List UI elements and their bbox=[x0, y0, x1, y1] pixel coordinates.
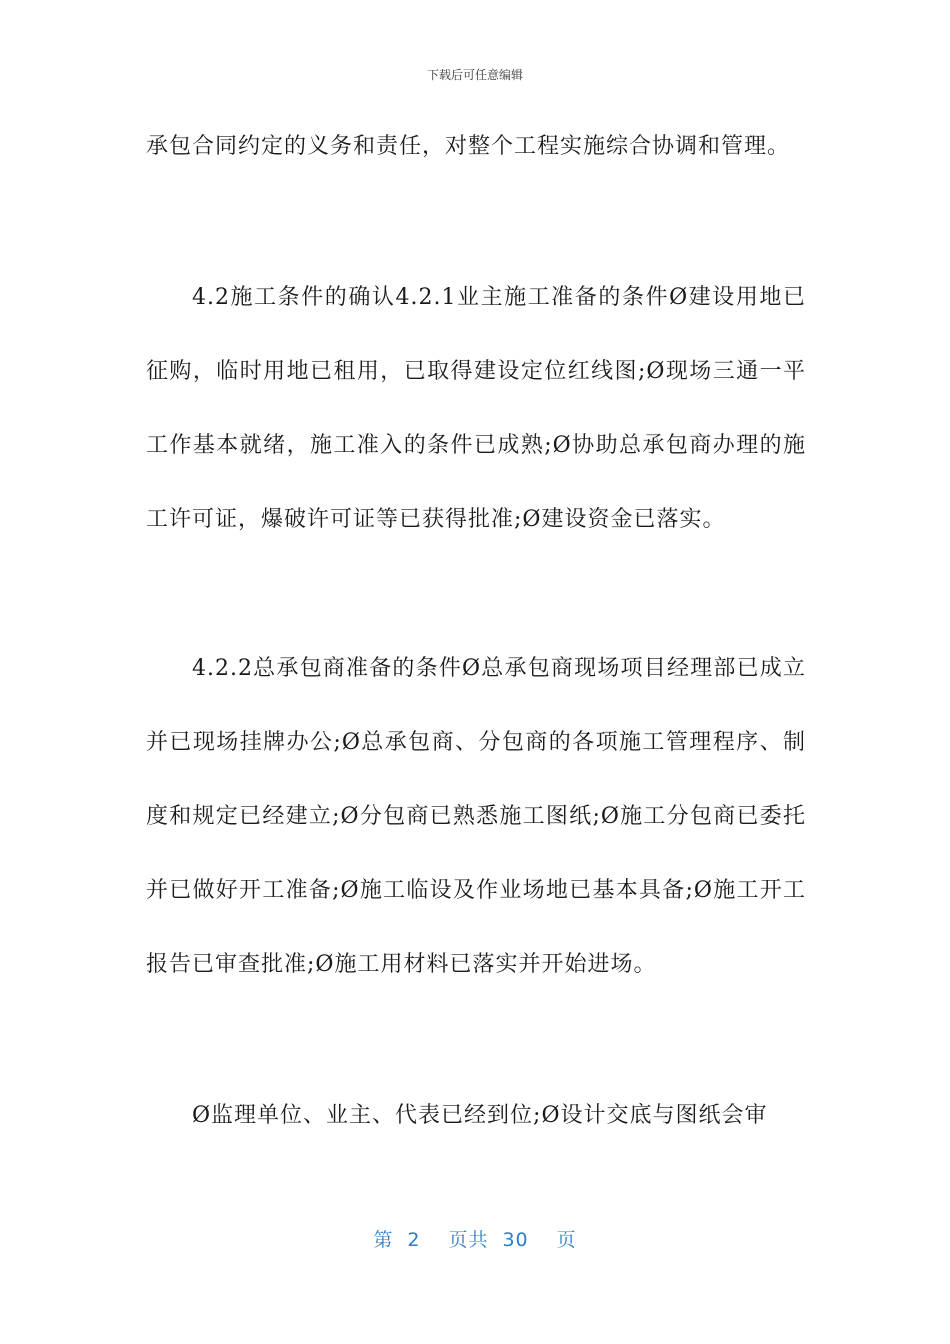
footer-page-total: 30 bbox=[502, 1229, 529, 1251]
header-note: 下载后可任意编辑 bbox=[426, 68, 523, 82]
footer-page-middle: 页共 bbox=[448, 1229, 489, 1251]
paragraph-4: Ø监理单位、业主、代表已经到位;Ø设计交底与图纸会审 bbox=[192, 1103, 768, 1128]
footer-page-prefix: 第 bbox=[373, 1229, 394, 1251]
paragraph-2: 4.2施工条件的确认4.2.1业主施工准备的条件Ø建设用地已征购，临时用地已租用，已取得建设定位红线图;Ø现场三通一平工作基本就绪，施工准入的条件已成熟;Ø协助总承包商办理的施工许可证，爆破许可证等已获得批准;Ø建设资金已落实。 bbox=[146, 285, 806, 532]
footer-page-number: 2 bbox=[407, 1229, 421, 1251]
footer-page-suffix: 页 bbox=[556, 1229, 577, 1251]
paragraph-1: 承包合同约定的义务和责任，对整个工程实施综合协调和管理。 bbox=[146, 134, 791, 159]
page-footer bbox=[0, 1225, 950, 1252]
paragraph-3: 4.2.2总承包商准备的条件Ø总承包商现场项目经理部已成立并已现场挂牌办公;Ø总承包商、分包商的各项施工管理程序、制度和规定已经建立;Ø分包商已熟悉施工图纸;Ø施工分包商已委托并已做好开工准备;Ø施工临设及作业场地已基本具备;Ø施工开工报告已审查批准;Ø施工用材料已落实并开始进场。 bbox=[146, 656, 806, 977]
